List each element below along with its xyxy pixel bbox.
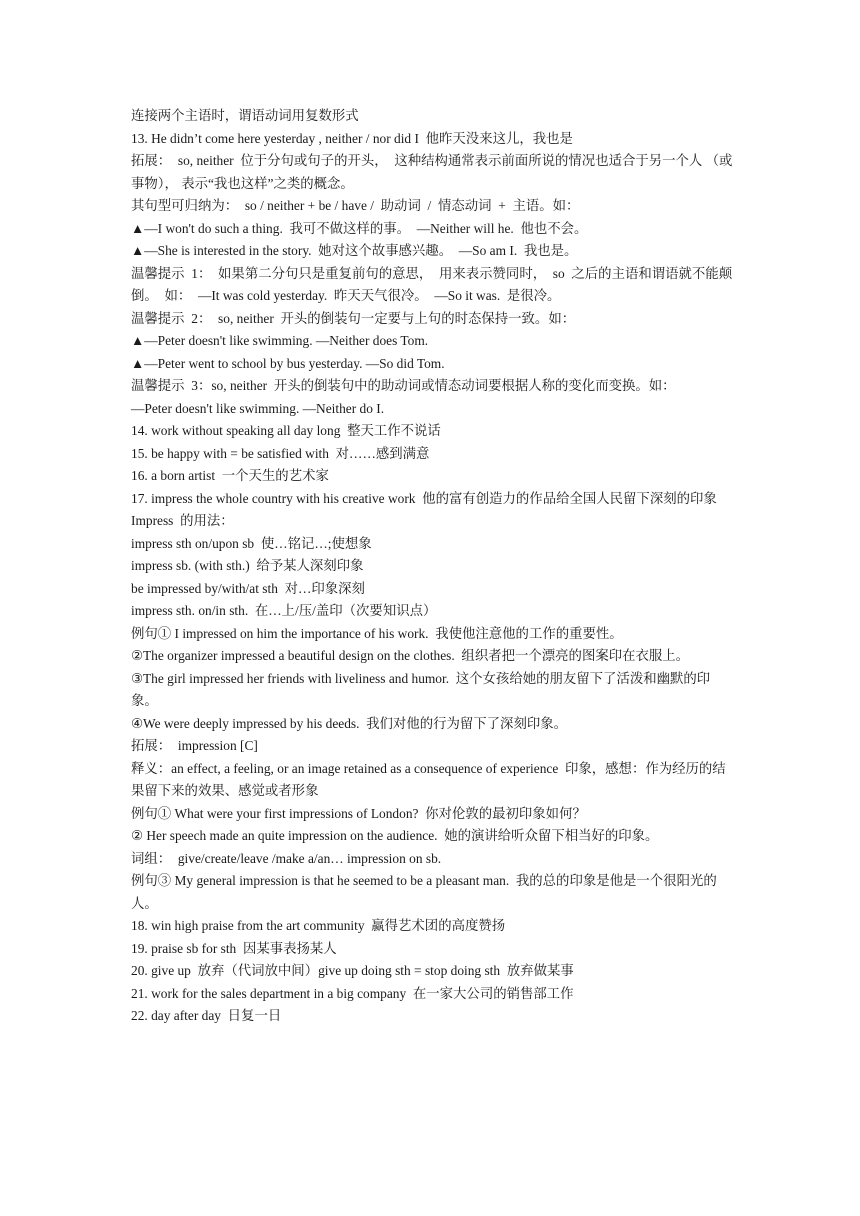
text-line: ▲—Peter went to school by bus yesterday. —So did Tom. — [131, 355, 445, 371]
text-line: 22. day after day 日复一日 — [131, 1008, 282, 1023]
text-line: 17. impress the whole country with his creative work 他的富有创造力的作品给全国人民留下深刻的印象 — [131, 490, 717, 506]
text-line: ③The girl impressed her friends with liveliness and humor. 这个女孩给她的朋友留下了活泼和幽默的印象。 — [131, 670, 711, 708]
text-line: 连接两个主语时，谓语动词用复数形式 — [131, 108, 359, 123]
text-line: impress sb. (with sth.) 给予某人深刻印象 — [131, 558, 364, 573]
text-line: ▲—I won't do such a thing. 我可不做这样的事。 —Neither will he. 他也不会。 — [131, 220, 588, 236]
text-line: impress sth. on/in sth. 在…上/压/盖印（次要知识点） — [131, 603, 437, 618]
text-line: 15. be happy with = be satisfied with 对……感到满意 — [131, 445, 430, 461]
text-line: 21. work for the sales department in a big company 在一家大公司的销售部工作 — [131, 985, 574, 1001]
text-line: 14. work without speaking all day long 整天工作不说话 — [131, 423, 441, 438]
text-line: 温馨提示 2： so, neither 开头的倒装句一定要与上句的时态保持一致。如： — [131, 310, 576, 326]
text-line: 13. He didn’t come here yesterday , neither / nor did I 他昨天没来这儿，我也是 — [131, 130, 573, 146]
text-line: —Peter doesn't like swimming. —Neither do I. — [131, 400, 385, 416]
text-line: ④We were deeply impressed by his deeds. 我们对他的行为留下了深刻印象。 — [131, 715, 568, 731]
text-line: ▲—Peter doesn't like swimming. —Neither does Tom. — [131, 333, 429, 348]
text-line: 拓展： so, neither 位于分句或句子的开头， 这种结构通常表示前面所说的情况也适合于另一个人 （或事物）， 表示“我也这样”之类的概念。 — [131, 153, 733, 191]
text-line: ② Her speech made an quite impression on the audience. 她的演讲给听众留下相当好的印象。 — [131, 828, 659, 843]
text-line: 温馨提示 3：so, neither 开头的倒装句中的助动词或情态动词要根据人称的变化而变换。如： — [131, 378, 676, 393]
text-line: 19. praise sb for sth 因某事表扬某人 — [131, 940, 337, 956]
text-line: 拓展： impression [C] — [131, 738, 258, 753]
text-line: ②The organizer impressed a beautiful design on the clothes. 组织者把一个漂亮的图案印在衣服上。 — [131, 648, 690, 663]
text-line: 例句① I impressed on him the importance of his work. 我使他注意他的工作的重要性。 — [131, 625, 623, 641]
text-line: ▲—She is interested in the story. 她对这个故事感兴趣。 —So am I. 我也是。 — [131, 243, 578, 258]
text-line: 16. a born artist 一个天生的艺术家 — [131, 468, 329, 483]
text-line: 温馨提示 1： 如果第二分句只是重复前句的意思， 用来表示赞同时， so 之后的主语和谓语就不能颠倒。 如： —It was cold yesterday. 昨天天气很冷。 —So it was. 是很冷。 — [131, 265, 733, 303]
document-body — [131, 105, 733, 1028]
text-line: 其句型可归纳为： so / neither + be / have / 助动词 / 情态动词 + 主语。如： — [131, 198, 580, 213]
text-line: impress sth on/upon sb 使…铭记…;使想象 — [131, 535, 372, 551]
text-line: be impressed by/with/at sth 对…印象深刻 — [131, 580, 365, 596]
text-line: 例句③ My general impression is that he seemed to be a pleasant man. 我的总的印象是他是一个很阳光的人。 — [131, 873, 717, 911]
text-line: 词组： give/create/leave /make a/an… impression on sb. — [131, 850, 442, 866]
text-line: 例句① What were your first impressions of London? 你对伦敦的最初印象如何？ — [131, 805, 586, 821]
text-line: 20. give up 放弃（代词放中间）give up doing sth = stop doing sth 放弃做某事 — [131, 963, 574, 978]
text-line: 18. win high praise from the art community 赢得艺术团的高度赞扬 — [131, 918, 506, 933]
text-line: Impress 的用法： — [131, 513, 234, 528]
text-line: 释义：an effect, a feeling, or an image retained as a consequence of experience 印象，感想：作为经历的结果留下来的效果、感觉或者形象 — [131, 760, 726, 798]
